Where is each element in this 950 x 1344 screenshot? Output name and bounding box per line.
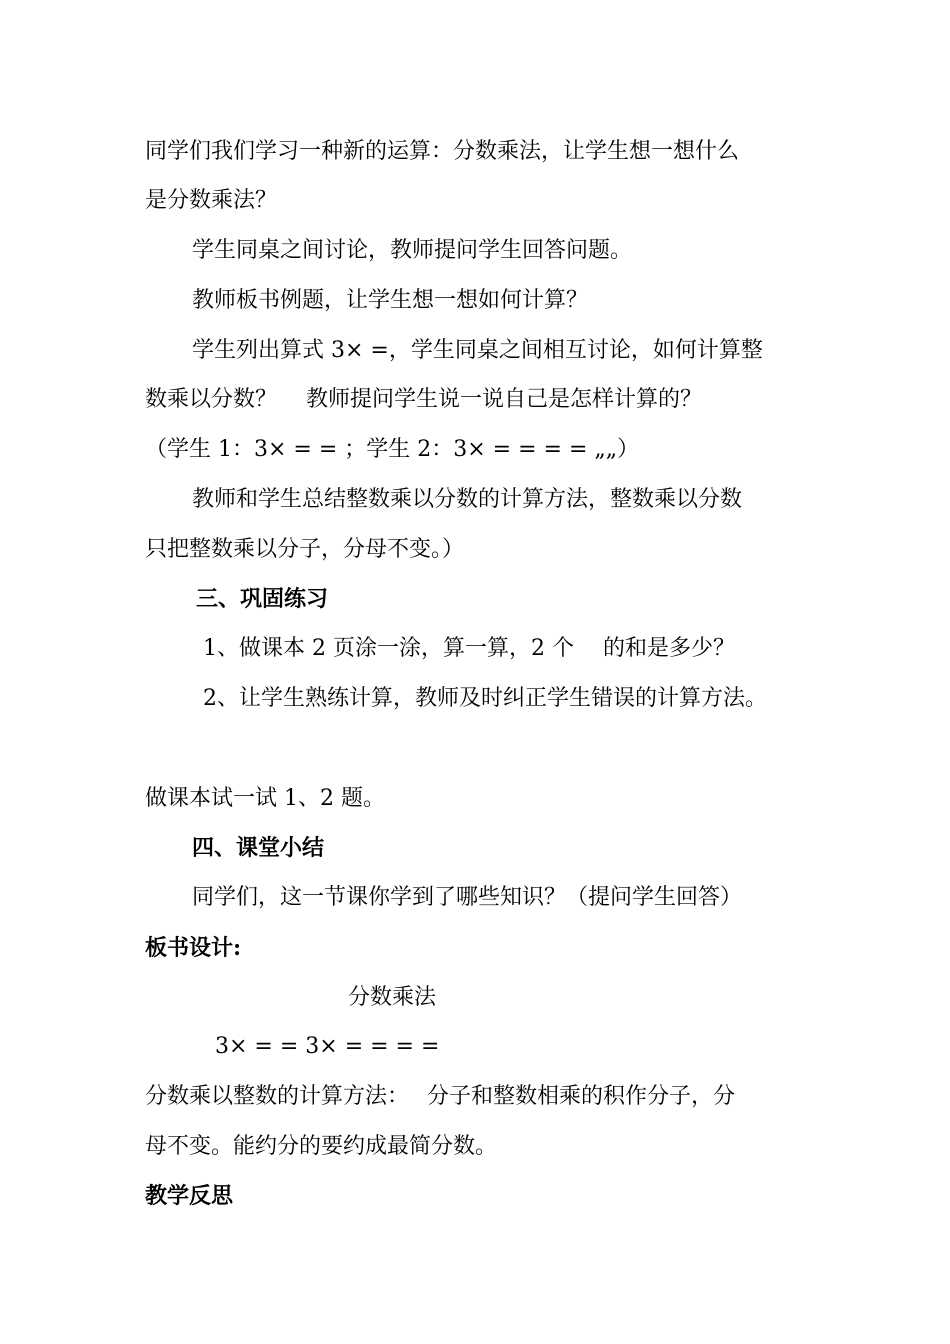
paragraph-line: 学生同桌之间讨论，教师提问学生回答问题。 [192,238,633,263]
paragraph-line: 只把整数乘以分子，分母不变。） [145,537,465,562]
section-heading: 三、巩固练习 [196,586,329,612]
section-heading: 四、课堂小结 [192,835,325,861]
paragraph-line: 做课本试一试 1、2 题。 [145,786,385,811]
paragraph-line: 分数乘以整数的计算方法： 分子和整数相乘的积作分子，分 [145,1084,735,1109]
paragraph-line: 数乘以分数？ 教师提问学生说一说自己是怎样计算的？ [145,387,702,412]
list-item: 2、让学生熟练计算，教师及时纠正学生错误的计算方法。 [203,686,767,711]
section-heading: 教学反思 [145,1183,234,1209]
paragraph-line: （学生 1：3× = = ；学生 2：3× = = = = „„） [145,437,640,462]
paragraph-line: 是分数乘法？ [145,188,278,213]
section-heading: 板书设计: [145,935,242,961]
board-title: 分数乘法 [348,985,437,1010]
paragraph-line: 教师和学生总结整数乘以分数的计算方法，整数乘以分数 [192,487,743,512]
paragraph-line: 同学们，这一节课你学到了哪些知识？（提问学生回答） [192,885,743,910]
list-item: 1、做课本 2 页涂一涂，算一算，2 个 的和是多少？ [203,636,735,661]
paragraph-line: 母不变。能约分的要约成最简分数。 [145,1134,498,1159]
board-formula: 3× = = 3× = = = = [215,1034,440,1059]
paragraph-line: 教师板书例题，让学生想一想如何计算？ [192,288,589,313]
paragraph-line: 同学们我们学习一种新的运算：分数乘法，让学生想一想什么 [145,139,740,164]
paragraph-line: 学生列出算式 3× =，学生同桌之间相互讨论，如何计算整 [192,338,763,363]
